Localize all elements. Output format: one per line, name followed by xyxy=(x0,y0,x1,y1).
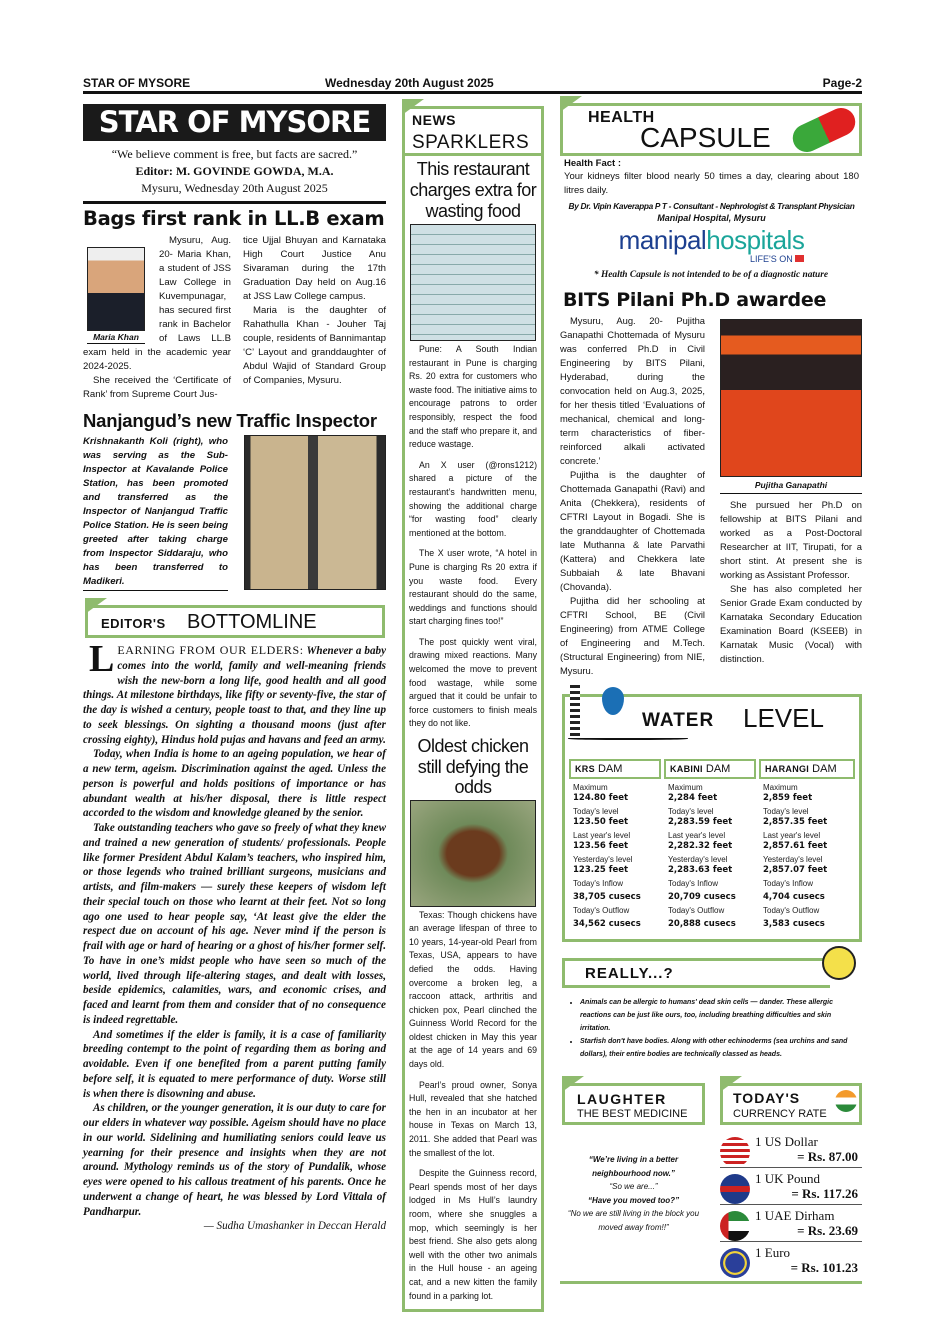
handwritten-menu-photo xyxy=(410,224,536,341)
paragraph: The X user wrote, “A hotel in Pune is charging Rs 20 extra if you waste food. Every restaurant should do the same, weddings and functions should start charging fines too!” xyxy=(409,548,537,627)
water-label-big: LEVEL xyxy=(743,703,824,733)
paragraph: And sometimes if the elder is family, it is a case of familiarity breeding contempt to the point of regarding them as boring and avoidable. Even if one benefited from a parent putting family before self, it is equated to mere performance of duty. Worse still is when there is disowning and abuse. xyxy=(83,1028,386,1100)
health-fact-label: Health Fact : xyxy=(564,158,622,169)
manipal-logo xyxy=(564,226,859,254)
column-1 xyxy=(83,104,386,1234)
joke-line: “We’re living in a better neighbourhood now.” xyxy=(588,1155,679,1178)
credit: — Sudha Umashanker in Deccan Herald xyxy=(203,1220,386,1233)
chicken-photo xyxy=(410,800,536,907)
lightbulb-icon xyxy=(822,946,856,980)
masthead-dateline: Mysuru, Wednesday 20th August 2025 xyxy=(141,181,328,195)
paragraph: Pune: A South Indian restaurant in Pune is charging Rs. 20 extra for customers who waste food. The initiative aims to encourage patrons to order responsibly, respect the food and the staff who prepare it, and reduce wastage. xyxy=(409,344,537,450)
sparklers-label-big: SPARKLERS xyxy=(412,132,530,153)
dam-row-label: Yesterday's level xyxy=(668,855,728,864)
dam-row-label: Today's level xyxy=(763,807,809,816)
rate-aed xyxy=(720,1208,862,1242)
masthead: STAR OF MYSORE xyxy=(83,104,386,141)
column-3 xyxy=(560,103,862,1284)
dam-krs xyxy=(569,759,661,933)
fact-item: • Animals can be allergic to humans' dead skin cells — dander. These allergic reactions can be just like ours, too, including breathing difficulties and skin irritation. xyxy=(580,996,862,1035)
rate-gbp xyxy=(720,1171,862,1205)
bottomline-label-big: BOTTOMLINE xyxy=(187,611,317,633)
currency-section xyxy=(720,1083,862,1279)
bits-col1 xyxy=(560,314,705,678)
dam-row-label: Maximum xyxy=(763,783,798,792)
sparklers-column xyxy=(402,156,544,1312)
rate-eur xyxy=(720,1245,862,1279)
masthead-editor: Editor: M. GOVINDE GOWDA, M.A. xyxy=(135,164,334,178)
dam-row-value: 2,857.61 feet xyxy=(763,841,828,851)
dam-row-value: 2,857.07 feet xyxy=(763,865,828,875)
bits-article xyxy=(560,314,862,678)
dam-row-value: 2,857.35 feet xyxy=(763,817,828,827)
currency-value: = Rs. 87.00 xyxy=(797,1149,858,1164)
manipal-tagline xyxy=(564,254,859,265)
bits-col2 xyxy=(720,498,862,666)
dam-row-value: 20,888 cusecs xyxy=(668,919,736,929)
health-label-big: CAPSULE xyxy=(640,122,771,153)
editors-bottomline-box xyxy=(85,605,385,638)
dam-header: HARANGI DAM xyxy=(759,759,855,779)
news-sparklers-box xyxy=(402,106,544,156)
dam-row-value: 2,859 feet xyxy=(763,793,813,803)
divider xyxy=(83,201,386,204)
header-paper: STAR OF MYSORE xyxy=(83,76,191,90)
paragraph: Texas: Though chickens have an average lifespan of three to 10 years, 14-year-old Pearl from Texas, USA, appears to have defied the odds. Having overcome a broken leg, a raccoon attack, arthritis and chicken pox, Pearl clinched the Guinness World Record for the oldest chicken in May this year at the age of 14 years and 69 days old. xyxy=(409,909,537,1070)
bottomline-label-small: EDITOR'S xyxy=(101,616,166,631)
paragraph: Despite the Guinness record, Pearl spends most of her days lodged in Ms Hull’s laundry room, where she snuggles a mop, which seemingly is her best friend. She also gets along well with the other two animals in the Hull house - an ageing cat, and a new kitten the family found in a parking lot. xyxy=(409,1168,537,1301)
laughter-box xyxy=(562,1083,705,1125)
paragraph: Mysuru, Aug. 20- Pujitha Ganapathi Chottemada of Mysuru was conferred Ph.D in Civil Engineering by BITS Pilani, Hyderabad, during the convocation held on Aug.3, 2025, for her thesis titled ‘Evaluations of mechanical, chemical and long-term characteristics of fiber-reinforced alkali activated concrete.’ xyxy=(560,315,705,466)
currency-unit: 1 US Dollar xyxy=(755,1134,818,1149)
dam-row-label: Today's level xyxy=(573,807,619,816)
paragraph: Pujitha did her schooling at CFTRI School, BE (Civil Engineering) from ATME College of Engineering and M.Tech. (Structural Engineering) from NIE, Mysuru. xyxy=(560,595,705,676)
dam-row-value: 34,562 cusecs xyxy=(573,919,641,929)
bottomline-body xyxy=(83,638,386,1234)
paragraph: An X user (@rons1212) shared a picture of the restaurant’s handwritten menu, showing the additional charge “for wasting food” clearly mentioned at the bottom. xyxy=(409,459,537,538)
currency-box xyxy=(720,1083,862,1125)
water-gauge-icon xyxy=(568,685,630,745)
dam-row-label: Last year's level xyxy=(573,831,631,840)
paragraph: Pujitha is the daughter of Chottemada Ganapathi (Ravi) and Anita (Chekkera), residents of CFTRI Layout in Bogadi. She is the granddaughter of Chottemada late Muthanna & late Parvathi (Kattera) and Chekkera late Subbaiah & late Bhavani (Chovanda). xyxy=(560,469,705,592)
dam-header: KRS DAM xyxy=(569,759,661,779)
plus-icon xyxy=(795,255,804,262)
really-label: REALLY...? xyxy=(585,965,674,982)
joke-line: “So we are...” xyxy=(609,1182,658,1191)
drop-cap: L xyxy=(89,638,115,680)
paragraph: Pearl’s proud owner, Sonya Hull, revealed that she hatched the hen in an incubator at her house in Texas on March 13, 2011. She added that Pearl was the smallest of the lot. xyxy=(409,1079,537,1158)
dam-row-label: Today's Outflow xyxy=(763,906,820,915)
dam-row-label: Last year's level xyxy=(763,831,821,840)
dam-header: KABINI DAM xyxy=(664,759,756,779)
dam-row-value: 38,705 cusecs xyxy=(573,892,641,902)
dam-row-value: 123.50 feet xyxy=(573,817,629,827)
dam-kabini xyxy=(664,759,756,933)
paragraph: She pursued her Ph.D on fellowship at BITS Pilani and worked as a Post-Doctoral Researcher at IIT, Tirupati, for a short stint. At present she is working as Assistant Professor. xyxy=(720,499,862,580)
capsule-pill-icon xyxy=(788,103,860,156)
restaurant-story xyxy=(409,343,537,731)
llb-col1 xyxy=(83,234,231,402)
dam-row-value: 123.25 feet xyxy=(573,865,629,875)
us-flag-icon xyxy=(720,1137,750,1167)
dam-row-label: Today's level xyxy=(668,807,714,816)
rate-usd xyxy=(720,1134,862,1168)
maria-photo-wrap xyxy=(87,247,153,344)
header-page: Page-2 xyxy=(822,76,862,90)
really-header xyxy=(560,958,862,988)
dam-row-value: 124.80 feet xyxy=(573,793,629,803)
health-byline: By Dr. Vipin Kaverappa P T - Consultant - Nephrologist & Transplant Physician xyxy=(568,201,855,211)
paragraph: The post quickly went viral, drawing mixed reactions. Many welcomed the move to prevent food wastage, while some argued that it could be unfair to force customers to finish meals they do not like. xyxy=(409,636,537,729)
dam-row-label: Today's Outflow xyxy=(573,906,630,915)
logo-part: hospitals xyxy=(706,225,805,255)
paragraph: As children, or the younger generation, it is our duty to care for our elders in whatever way possible. Ageism should have no place in our world. Sidelining and humiliating seniors could leave us yearning for their presence and insights when they are not around. Mythology reminds us of the story of Pundalik, whose eyes were opened to his callous treatment of his parents. Once he underwent a change of heart, he was blessed by Lord Vittala of Pandharpur. xyxy=(83,1102,386,1218)
paragraph: She received the ‘Certificate of Rank’ from Supreme Court Jus- xyxy=(83,375,231,400)
bits-right xyxy=(720,314,862,678)
currency-unit: 1 UAE Dirham xyxy=(755,1208,835,1223)
paragraph: tice Ujjal Bhuyan and Karnataka High Court Justice Anu Sivaraman during the 17th Graduation Day held on Aug.16 at JSS Law College campus. xyxy=(243,235,386,302)
dam-row-value: 123.56 feet xyxy=(573,841,629,851)
health-capsule-box xyxy=(560,103,862,156)
health-content xyxy=(560,158,862,265)
paragraph: Take outstanding teachers who gave so freely of what they knew and trained a new generation of students/ professionals. People like former President Abdul Kalam’s teachers, who inspired him, or those legends who trained brilliant surgeons, musicians and artists, and film-makers — surely these keepers of wisdom left their special touch on those who learnt at their feet. Not so long ago one used to hear people say, ‘At least give the elder the respect due on account of his age. Never mind if the person is frail with age or hard of hearing or a ghost of his/her former self. To have in one’s midst people who have seen so much of the world, lived through life-altering stages, and dealt with losses, beside epidemics, calamities, wars, and economic crises, and faced and learnt from them and consider that of no consequence is indeed regrettable. xyxy=(83,822,386,1026)
laughter-label-small: LAUGHTER xyxy=(577,1091,667,1107)
sparklers-label-small: NEWS xyxy=(412,112,456,128)
column-2 xyxy=(402,106,544,1312)
dam-row-label: Last year's level xyxy=(668,831,726,840)
eu-flag-icon xyxy=(720,1248,750,1278)
really-facts xyxy=(572,996,862,1061)
currency-value: = Rs. 23.69 xyxy=(797,1223,858,1238)
masthead-tagline: “We believe comment is free, but facts are sacred.” xyxy=(111,147,358,161)
dam-grid xyxy=(569,759,855,933)
restaurant-headline: This restaurant charges extra for wasting food xyxy=(409,159,537,221)
currency-unit: 1 Euro xyxy=(755,1245,791,1260)
paragraph: Today, when India is home to an ageing population, we hear of a new term, ageism. Discrimination against the aged. Unless the person is powerful and holds positions of importance or has abundant wealth at his/her disposal, there is little respect accorded to the wisdom and knowledge gleaned by the senior. xyxy=(83,748,386,820)
dam-row-value: 2,284 feet xyxy=(668,793,718,803)
water-label-small: WATER xyxy=(642,710,715,731)
bottom-row xyxy=(560,1083,862,1279)
bits-headline: BITS Pilani Ph.D awardee xyxy=(563,289,827,311)
dam-row-label: Today's Inflow xyxy=(668,879,718,888)
header-date: Wednesday 20th August 2025 xyxy=(325,76,494,90)
laughter-label-big: THE BEST MEDICINE xyxy=(577,1108,688,1120)
currency-label-big: CURRENCY RATE xyxy=(733,1108,827,1120)
dam-row-label: Yesterday's level xyxy=(763,855,823,864)
paragraph xyxy=(83,638,386,747)
dam-row-value: 2,283.63 feet xyxy=(668,865,733,875)
tagline: LIFE'S ON xyxy=(750,254,793,264)
dam-harangi xyxy=(759,759,855,933)
dam-row-value: 20,709 cusecs xyxy=(668,892,736,902)
lead-in: EARNING FROM OUR ELDERS: xyxy=(117,643,304,657)
llb-article xyxy=(83,234,386,402)
paragraph: Maria is the daughter of Rahathulla Khan - Jouher Taj couple, residents of Bannimantap ‘C’ Layout and granddaughter of Abdul Wajid of Standard Group of Companies, Mysuru. xyxy=(243,305,386,386)
health-fact: Your kidneys filter blood nearly 50 times a day, clearing about 180 litres daily. xyxy=(564,171,859,196)
joke-line: “Have you moved too?” xyxy=(587,1195,680,1205)
traffic-text: Krishnakanth Koli (right), who was serving as the Sub-Inspector at Kavalande Police Station, has been promoted and transferred as the Inspector of Nanjangud Traffic Police Station. He is seen being greeted after taking charge from Inspector Siddaraju, who has been transferred to Madikeri. xyxy=(83,435,228,591)
dam-row-value: 4,704 cusecs xyxy=(763,892,825,902)
logo-part: manipal xyxy=(618,225,707,255)
water-level-box xyxy=(562,694,862,942)
really-box xyxy=(562,958,830,988)
health-hospital: Manipal Hospital, Mysuru xyxy=(657,213,766,223)
text: Whenever a baby comes into the world, family and well-meaning friends wish the new-born a long life, good health and all good things. At milestone birthdays, like fifty or seventy-five, the star of the day is wished a century, people toast to that, and they line up to seek blessings. On sighting a thousand moons (just after crossing eighty), Hindus hold pujas and havans and feed an army. xyxy=(83,645,386,746)
traffic-inspectors-photo xyxy=(244,435,386,590)
currency-rates xyxy=(720,1134,862,1279)
paragraph: She has also completed her Senior Grade Exam conducted by Karnataka Secondary Education Examination Board (KSEEB) in Karnatak Music (Vocal) with distinction. xyxy=(720,583,862,664)
health-label-small: HEALTH xyxy=(588,109,655,126)
laughter-section xyxy=(562,1083,705,1279)
dam-row-label: Yesterday's level xyxy=(573,855,633,864)
dam-row-value: 2,283.59 feet xyxy=(668,817,733,827)
bottom-rule xyxy=(560,1281,862,1284)
bits-photo-caption: Pujitha Ganapathi xyxy=(720,479,862,494)
dam-row-label: Today's Outflow xyxy=(668,906,725,915)
uk-flag-icon xyxy=(720,1174,750,1204)
maria-khan-photo xyxy=(87,247,145,331)
dam-row-label: Today's Inflow xyxy=(573,879,623,888)
currency-value: = Rs. 117.26 xyxy=(791,1186,858,1201)
dam-row-label: Maximum xyxy=(668,783,703,792)
fact-item: • Starfish don't have bodies. Along with other echinoderms (sea urchins and sand dollars), their entire bodies are technically classed as heads. xyxy=(580,1035,862,1061)
uae-flag-icon xyxy=(720,1211,750,1241)
currency-label-small: TODAY'S xyxy=(733,1090,801,1106)
chicken-headline: Oldest chicken still defying the odds xyxy=(417,736,529,798)
paragraph: Mysuru, Aug. 20- Maria Khan, a student of JSS Law College in Kuvempunagar, has secured first rank in Bachelor of Laws LL.B exam held in the academic year 2024-2025. xyxy=(83,235,231,372)
llb-col2 xyxy=(243,234,386,402)
traffic-headline: Nanjangud’s new Traffic Inspector xyxy=(83,410,377,431)
traffic-article xyxy=(83,435,386,591)
health-disclaimer: * Health Capsule is not intended to be of a diagnostic nature xyxy=(593,270,829,280)
currency-value: = Rs. 101.23 xyxy=(790,1260,858,1275)
chicken-story xyxy=(409,909,537,1304)
pujitha-photo xyxy=(720,319,862,477)
page-header xyxy=(83,76,862,94)
llb-photo-caption: Maria Khan xyxy=(87,331,145,344)
joke-line: “No we are still living in the block you moved away from!!” xyxy=(567,1209,700,1232)
india-flag-icon xyxy=(835,1090,857,1112)
llb-headline: Bags first rank in LL.B exam xyxy=(83,207,385,230)
dam-row-value: 2,282.32 feet xyxy=(668,841,733,851)
dam-row-label: Today's Inflow xyxy=(763,879,813,888)
laughter-joke xyxy=(562,1153,705,1234)
dam-row-label: Maximum xyxy=(573,783,608,792)
dam-row-value: 3,583 cusecs xyxy=(763,919,825,929)
currency-unit: 1 UK Pound xyxy=(755,1171,821,1186)
